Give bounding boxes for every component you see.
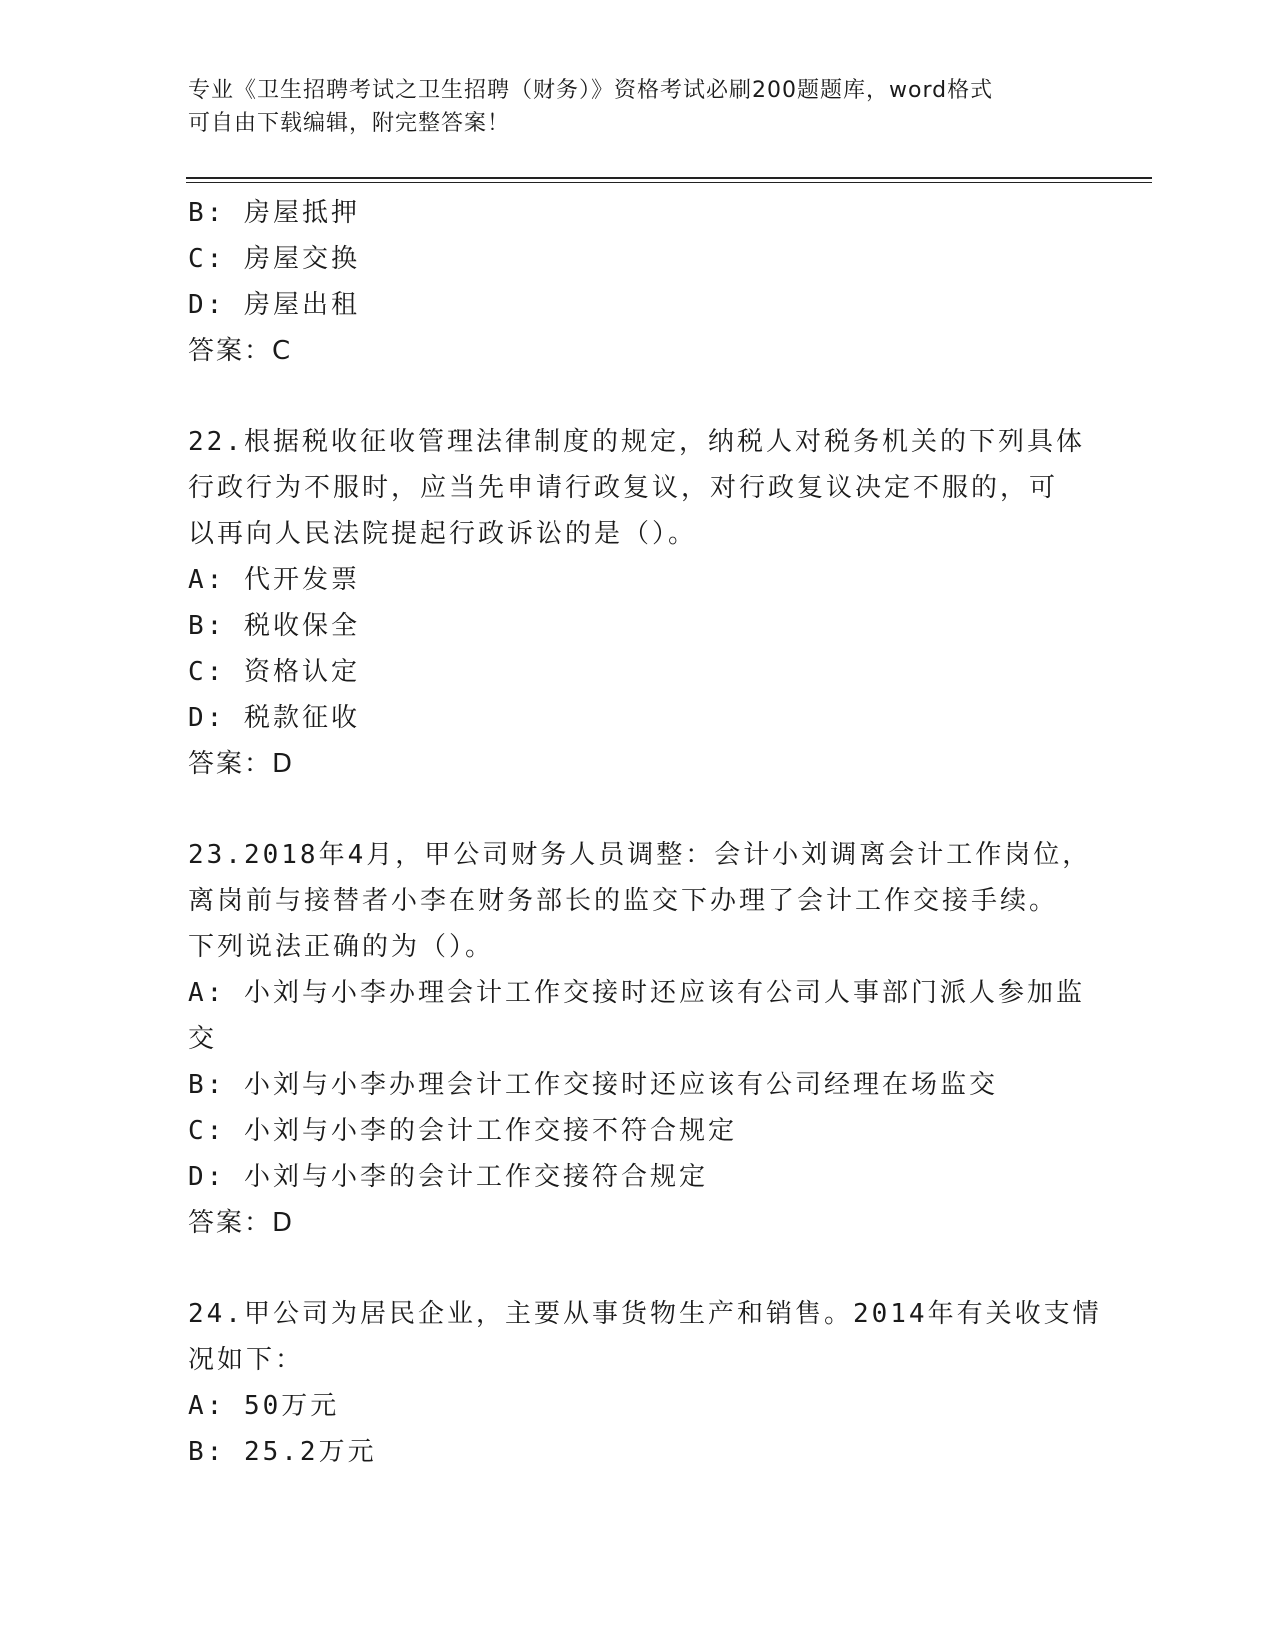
question-text: 下列说法正确的为（）。 bbox=[188, 932, 495, 962]
option-d: D: 小刘与小李的会计工作交接符合规定 bbox=[188, 1162, 708, 1192]
option-d: D: 房屋出租 bbox=[188, 290, 360, 320]
question-text: 22.根据税收征收管理法律制度的规定，纳税人对税务机关的下列具体 bbox=[188, 427, 1085, 457]
option-b: B: 房屋抵押 bbox=[188, 198, 360, 228]
question-text: 离岗前与接替者小李在财务部长的监交下办理了会计工作交接手续。 bbox=[188, 886, 1059, 916]
option-b: B: 25.2万元 bbox=[188, 1437, 377, 1467]
option-a: A: 小刘与小李办理会计工作交接时还应该有公司人事部门派人参加监 bbox=[188, 978, 1085, 1008]
option-a: A: 代开发票 bbox=[188, 565, 360, 595]
document-header bbox=[188, 74, 1088, 140]
option-d: D: 税款征收 bbox=[188, 703, 360, 733]
question-23 bbox=[188, 832, 1092, 1246]
option-b: B: 小刘与小李办理会计工作交接时还应该有公司经理在场监交 bbox=[188, 1070, 998, 1100]
option-c: C: 小刘与小李的会计工作交接不符合规定 bbox=[188, 1116, 737, 1146]
question-text: 况如下： bbox=[188, 1345, 305, 1375]
question-text: 24.甲公司为居民企业，主要从事货物生产和销售。2014年有关收支情 bbox=[188, 1299, 1102, 1329]
question-text: 23.2018年4月，甲公司财务人员调整：会计小刘调离会计工作岗位， bbox=[188, 840, 1092, 870]
header-line-2: 可自由下载编辑，附完整答案！ bbox=[188, 111, 511, 136]
answer: 答案：D bbox=[188, 1208, 295, 1238]
question-22 bbox=[188, 419, 1088, 787]
question-text: 行政行为不服时，应当先申请行政复议，对行政复议决定不服的，可 bbox=[188, 473, 1059, 503]
option-c: C: 房屋交换 bbox=[188, 244, 360, 274]
header-line-1: 专业《卫生招聘考试之卫生招聘（财务）》资格考试必刷200题题库，word格式 bbox=[188, 78, 994, 103]
question-24 bbox=[188, 1291, 1102, 1475]
header-divider-thick bbox=[186, 177, 1152, 179]
answer: 答案：C bbox=[188, 336, 293, 366]
question-21 bbox=[188, 190, 1088, 374]
option-b: B: 税收保全 bbox=[188, 611, 360, 641]
option-a-continued: 交 bbox=[188, 1024, 218, 1054]
question-list bbox=[188, 190, 1102, 1475]
question-text: 以再向人民法院提起行政诉讼的是（）。 bbox=[188, 519, 698, 549]
option-a: A: 50万元 bbox=[188, 1391, 340, 1421]
answer: 答案：D bbox=[188, 749, 295, 779]
header-divider-thin bbox=[186, 182, 1152, 183]
option-c: C: 资格认定 bbox=[188, 657, 360, 687]
